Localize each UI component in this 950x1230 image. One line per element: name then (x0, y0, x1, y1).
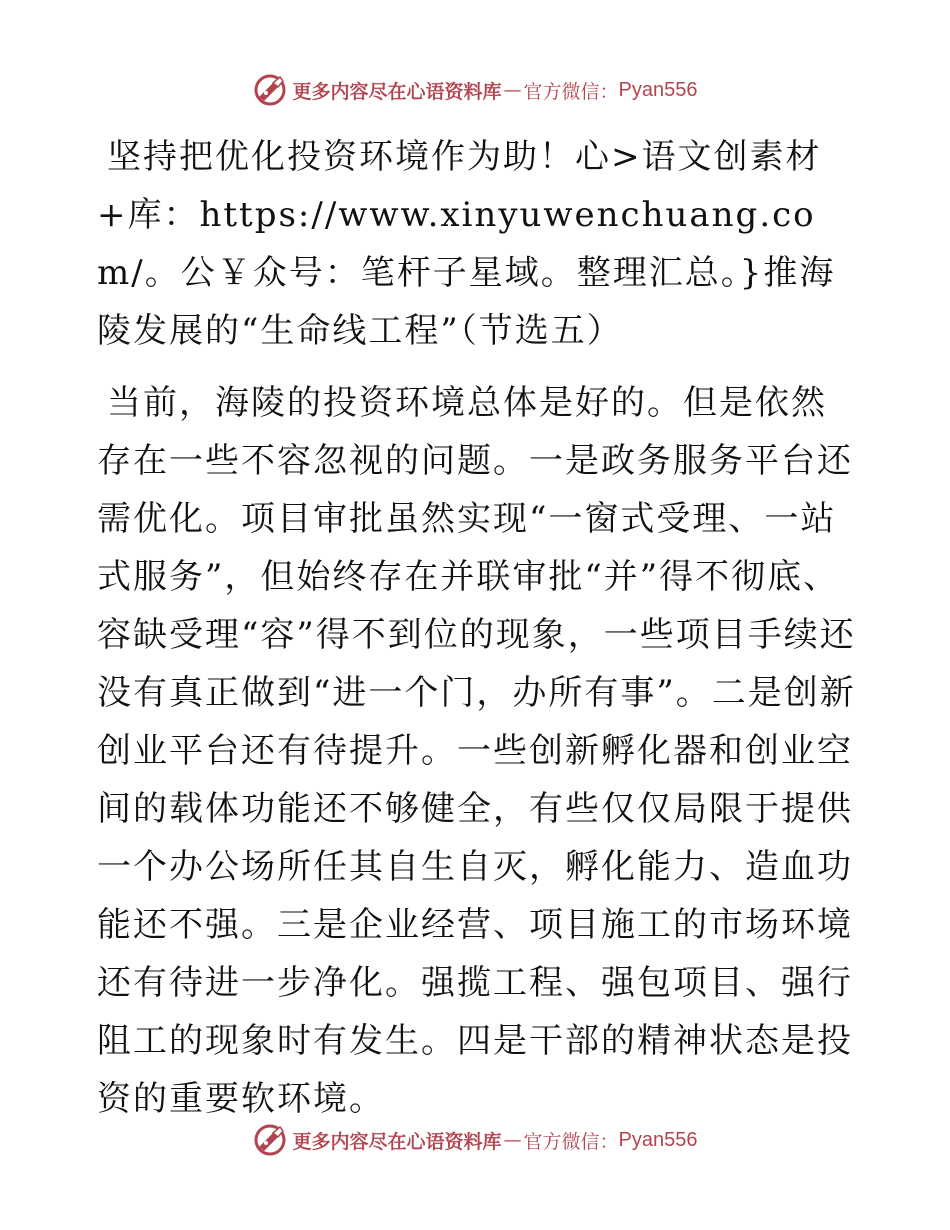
document-body-paragraph: 当前，海陵的投资环境总体是好的。但是依然存在一些不容忽视的问题。一是政务服务平台还需优化。项目审批虽然实现“一窗式受理、一站式服务”，但始终存在并联审批“并”得不彻底、容缺受理“容”得不到位的现象，一些项目手续还没有真正做到“进一个门，办所有事”。二是创新创业平台还有待提升。一些创新孵化器和创业空间的载体功能还不够健全，有些仅仅局限于提供一个办公场所任其自生自灭，孵化能力、造血功能还不强。三是企业经营、项目施工的市场环境还有待进一步净化。强揽工程、强包项目、强行阻工的现象时有发生。四是干部的精神状态是投资的重要软环境。 (97, 383, 856, 1119)
footer-banner-title: 更多内容尽在心语资料库 (292, 1130, 502, 1153)
header-banner-wechat-id: Pyan556 (618, 78, 698, 101)
footer-banner (0, 1120, 950, 1160)
header-banner-dash: — (503, 79, 522, 101)
header-banner (0, 70, 950, 110)
footer-banner-wechat-id: Pyan556 (618, 1128, 698, 1151)
document-content (97, 128, 857, 1128)
footer-banner-dash: — (503, 1129, 522, 1151)
document-title-paragraph: 坚持把优化投资环境作为助！心>语文创素材+库：https://www.xinyuwenchuang.com/。公￥众号：笔杆子星域。整理汇总。}推海陵发展的“生命线工程”（节选五） (97, 137, 836, 351)
header-banner-title: 更多内容尽在心语资料库 (292, 80, 502, 103)
pen-in-circle-logo-icon (253, 1123, 287, 1157)
header-banner-wechat-label: 官方微信： (523, 80, 619, 103)
footer-banner-wechat-label: 官方微信： (523, 1130, 619, 1153)
pen-in-circle-logo-icon (253, 73, 287, 107)
